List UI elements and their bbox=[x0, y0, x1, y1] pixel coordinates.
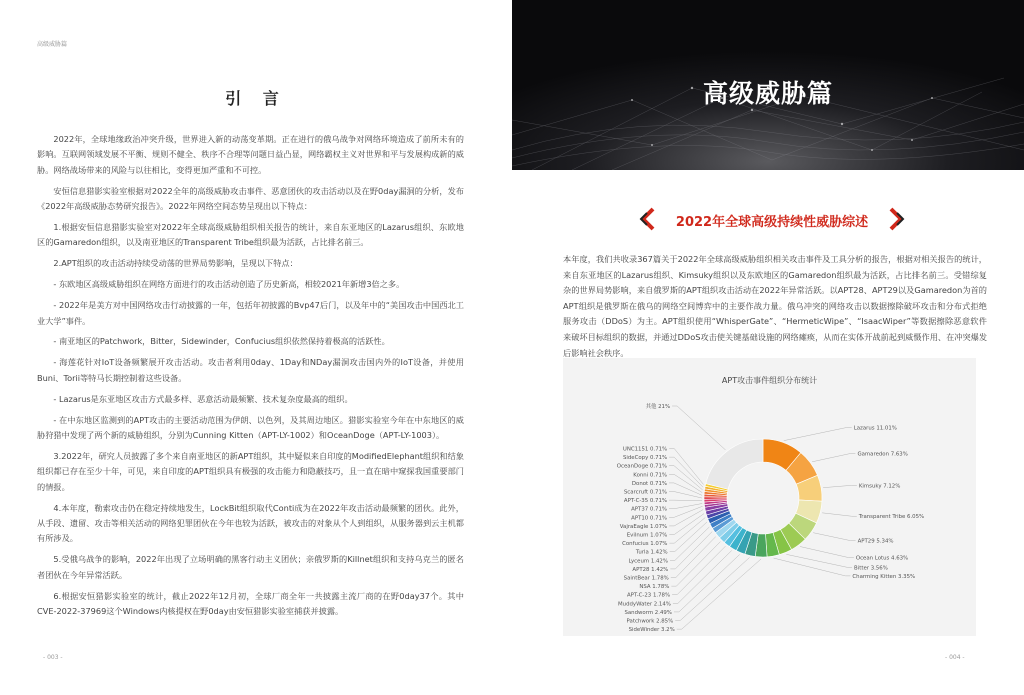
leader-line bbox=[800, 547, 854, 558]
intro-paragraph: 5.受俄乌战争的影响，2022年出现了立场明确的黑客行动主义团伙；亲俄罗斯的Killnet组织和支持乌克兰的匿名者团伙在今年异常活跃。 bbox=[37, 554, 464, 580]
slice-label: NSA 1.78% bbox=[639, 584, 670, 591]
intro-paragraph: - 南亚地区的Patchwork，Bitter，Sidewinder，Confucius组织依然保持着极高的活跃性。 bbox=[53, 336, 390, 347]
intro-paragraph: 6.根据安恒猎影实验室的统计，截止2022年12月初，全球厂商全年一共披露主流厂商的在野0day37个。其中CVE-2022-37969这个Windows内核提权在野0day由安恒猎影实验室捕获并披露。 bbox=[37, 590, 464, 617]
leader-line bbox=[774, 558, 851, 576]
slice-label: Confucius 1.07% bbox=[622, 541, 668, 548]
slice-label: SideWinder 3.2% bbox=[628, 627, 675, 634]
slice-label: Konni 0.71% bbox=[633, 472, 668, 479]
slice-label: Kimsuky 7.12% bbox=[858, 483, 901, 490]
slice-label: APT-C-35 0.71% bbox=[623, 498, 668, 505]
leader-line bbox=[674, 554, 740, 612]
slice-label: APT10 0.71% bbox=[631, 515, 668, 522]
hero-banner bbox=[512, 0, 1024, 170]
slice-label: Sandworm 2.49% bbox=[624, 609, 672, 616]
leader-line bbox=[669, 518, 705, 544]
slice-label: APT-C-23 1.78% bbox=[626, 592, 671, 599]
intro-paragraph: 2.APT组织的攻击活动持续受动荡的世界局势影响，呈现以下特点： bbox=[53, 258, 298, 269]
intro-body bbox=[37, 132, 464, 625]
slice-label: Bitter 3.56% bbox=[854, 565, 888, 572]
intro-paragraph: 4.本年度，勒索攻击仍在稳定持续地发生，LockBit组织取代Conti成为在2022年攻击活动最频繁的团伙。此外，从手段、遗留、攻击等相关活动的网络犯罪团伙在今年也较为活跃，被攻击的对象从个人到组织，从服务器到云主机都有所涉及。 bbox=[37, 502, 464, 544]
leader-line bbox=[822, 513, 857, 516]
slice-label: Lyceum 1.42% bbox=[628, 558, 668, 565]
leader-line bbox=[673, 550, 732, 603]
leader-line bbox=[669, 492, 702, 499]
slice-label: Gamaredon 7.63% bbox=[857, 451, 908, 458]
intro-paragraph: - Lazarus是东亚地区攻击方式最多样、恶意活动最频繁、技术复杂度最高的组织。 bbox=[53, 393, 353, 404]
leader-line bbox=[669, 449, 703, 485]
leader-line bbox=[784, 427, 852, 440]
section-heading bbox=[622, 206, 922, 232]
leader-line bbox=[670, 527, 709, 560]
leader-line bbox=[812, 453, 855, 461]
leader-line bbox=[677, 559, 761, 629]
leader-line bbox=[672, 406, 725, 450]
slice-label: Ocean Lotus 4.63% bbox=[855, 555, 909, 562]
leader-line bbox=[669, 500, 702, 501]
slice-label: MuddyWater 2.14% bbox=[618, 601, 671, 608]
leader-line bbox=[670, 532, 712, 569]
slice-label: SaintBear 1.78% bbox=[623, 575, 669, 582]
slice-label: SideCopy 0.71% bbox=[622, 455, 668, 462]
donut-chart bbox=[563, 358, 976, 636]
intro-paragraph: 3.2022年，研究人员披露了多个来自南亚地区的新APT组织，其中疑似来自印度的ModifiedElephant组织和结象组织都已存在至少十年，可见，来自印度的APT组织具有极强的攻击能力和隐蔽技巧，且一直在暗中窥探我国重要部门的情报。 bbox=[37, 450, 464, 492]
slice-label: Transparent Tribe 6.05% bbox=[858, 514, 925, 521]
chart-title: APT攻击事件组织分布统计 bbox=[721, 376, 818, 385]
leader-line bbox=[823, 485, 857, 487]
slice-label: OceanDoge 0.71% bbox=[616, 463, 668, 470]
section-title: 2022年全球高级持续性威胁综述 bbox=[675, 215, 869, 230]
chart-panel bbox=[563, 358, 976, 636]
leader-line bbox=[669, 514, 704, 535]
slice-label: APT37 0.71% bbox=[631, 506, 668, 513]
slice-label: 其他 21% bbox=[645, 404, 671, 410]
slice-label: Charming Kitten 3.35% bbox=[852, 573, 916, 580]
slice-label: Donot 0.71% bbox=[631, 480, 668, 487]
slice-label: APT29 5.34% bbox=[857, 538, 894, 545]
slice-label: Evilnum 1.07% bbox=[626, 532, 668, 539]
slice-label: APT28 1.42% bbox=[632, 566, 669, 573]
slice-label: Patchwork 2.85% bbox=[626, 618, 674, 625]
intro-paragraph: - 东欧地区高级威胁组织在网络方面进行的攻击活动创造了历史新高，相较2021年新增3倍之多。 bbox=[53, 279, 405, 290]
intro-paragraph: - 2022年是美方对中国网络攻击行动披露的一年，包括年初披露的Bvp47后门，以及年中的“美国攻击中国西北工业大学”事件。 bbox=[37, 300, 464, 326]
running-head: 高级威胁篇 bbox=[37, 41, 68, 48]
page-number: - 003 - bbox=[43, 654, 63, 661]
intro-title: 引 言 bbox=[225, 89, 287, 108]
leader-line bbox=[813, 533, 855, 541]
leader-line bbox=[669, 457, 703, 487]
slice-label: Turla 1.42% bbox=[635, 549, 668, 556]
page-number: - 004 - bbox=[945, 654, 965, 661]
summary-paragraph: 本年度，我们共收录367篇关于2022年全球高级威胁组织相关攻击事件及工具分析的报告，根据对相关报告的统计，来自东亚地区的Lazarus组织、Kimsuky组织以及东欧地区的Gamaredon组织最为活跃，占比排名前三。受错综复杂的世界局势影响，来自俄罗斯的APT组织攻击活动在2022年异常活跃。以APT28、APT29以及Gamaredon为首的APT组织是俄罗斯在俄乌的网络空间博弈中的主要作战力量。俄乌冲突的网络攻击以数据擦除破坏攻击和分布式拒绝服务攻击（DDoS）为主。APT组织使用“WhisperGate”、“HermeticWipe”、“IsaacWiper”等数据擦除恶意软件来破坏目标组织的数据，并通过DDoS攻击使关键基础设施的网络瘫痪，从而在实体开战前起到威慑作用、在冲突爆发后影响社会秩序。 bbox=[563, 254, 988, 358]
leader-line bbox=[669, 504, 702, 509]
slice-label: UNC1151 0.71% bbox=[622, 446, 668, 453]
slice-label: Scarcruft 0.71% bbox=[623, 489, 667, 496]
leader-line bbox=[669, 506, 702, 517]
banner-title: 高级威胁篇 bbox=[702, 79, 833, 108]
chevron-right-icon bbox=[888, 206, 908, 232]
pie-slice-- bbox=[706, 439, 763, 489]
intro-paragraph: 2022年，全球地缘政治冲突升级，世界进入新的动荡变革期。正在进行的俄乌战争对网络环境造成了前所未有的影响。互联网领域发展不平衡、规则不健全、秩序不合理等问题日益凸显，网络霸权主义对世界和平与发展构成新的威胁。网络战场带来的风险与以往相比，变得更加严重和不可控。 bbox=[37, 134, 464, 175]
intro-paragraph: 1.根据安恒信息猎影实验室对2022年全球高级威胁组织相关报告的统计，来自东亚地区的Lazarus组织、东欧地区的Gamaredon组织，以及南亚地区的Transparent Tribe组织最为活跃，占比排名前三。 bbox=[37, 222, 464, 248]
slice-label: Lazarus 11.01% bbox=[853, 425, 897, 432]
intro-paragraph: 安恒信息猎影实验室根据对2022全年的高级威胁攻击事件、恶意团伙的攻击活动以及在野0day漏洞的分析，发布《2022年高级威胁态势研究报告》。2022年网络空间态势呈现出以下特点： bbox=[37, 185, 464, 212]
slice-label: VajraEagle 1.07% bbox=[619, 523, 668, 530]
leader-line bbox=[672, 546, 725, 595]
intro-paragraph: - 海莲花针对IoT设备频繁展开攻击活动。攻击者利用0day、1Day和NDay漏洞攻击国内外的IoT设备，并使用Buni、Torii等特马长期控制着这些设备。 bbox=[37, 357, 464, 383]
intro-paragraph: - 在中东地区监测到的APT攻击的主要活动范围为伊朗、以色列，及其周边地区。猎影实验室今年在中东地区的威胁狩猎中发现了两个新的威胁组织，分别为Cunning Kitten（APT-LY-1002）和OceanDoge（APT-LY-1003）。 bbox=[37, 414, 464, 440]
right-page bbox=[512, 0, 1024, 695]
